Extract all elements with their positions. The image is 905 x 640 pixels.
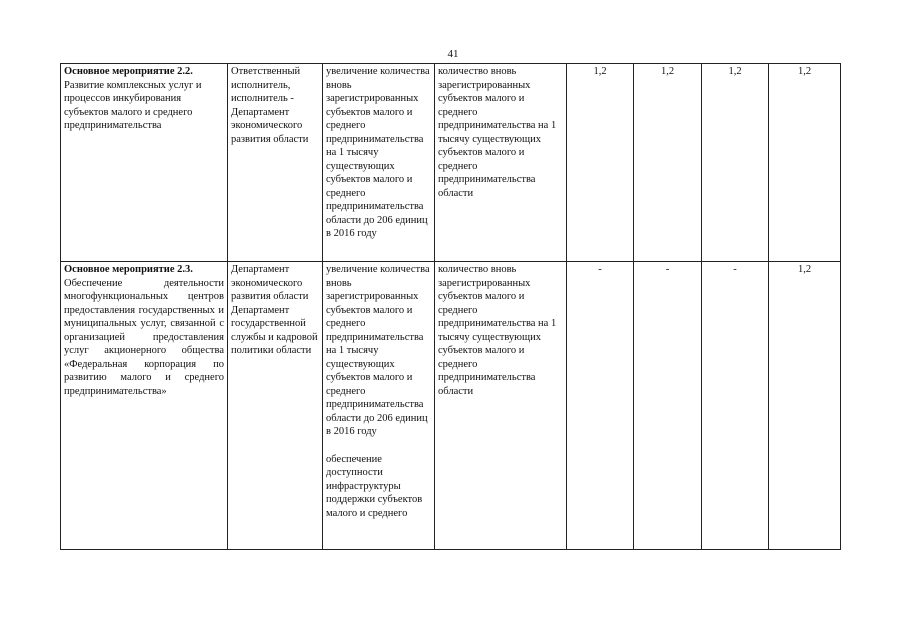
indicator-cell: количество вновь зарегистрированных субъектов малого и среднего предпринимательства на 1 тысячу существующих субъектов малого и среднего предпринимательства области <box>435 64 567 262</box>
event-description: Обеспечение деятельности многофункциональных центров предоставления государственных и муниципальных услуг, связанной с организацией предоставления услуг акционерного общества «Федеральная корпорация по развитию малого и среднего предпринимательства» <box>64 277 224 397</box>
event-title: Основное мероприятие 2.3. <box>64 264 193 275</box>
expected-result-text: увеличение количества вновь зарегистрированных субъектов малого и среднего предпринимательства на 1 тысячу существующих субъектов малого и среднего предпринимательства области до 206 единиц в 2016 году <box>326 264 430 437</box>
expected-result-text-2: обеспечение доступности инфраструктуры поддержки субъектов малого и среднего <box>326 453 423 519</box>
value-cell: - <box>567 262 634 550</box>
value-cell: 1,2 <box>702 64 769 262</box>
value-cell: 1,2 <box>769 262 841 550</box>
value-cell: - <box>634 262 702 550</box>
executor-cell: Ответственный исполнитель, исполнитель - Департамент экономического развития области <box>228 64 323 262</box>
program-table <box>60 63 841 550</box>
value-cell: 1,2 <box>567 64 634 262</box>
table-row <box>61 64 841 262</box>
indicator-cell: количество вновь зарегистрированных субъектов малого и среднего предпринимательства на 1 тысячу существующих субъектов малого и среднего предпринимательства области <box>435 262 567 550</box>
event-title: Основное мероприятие 2.2. <box>64 66 193 77</box>
value-cell: - <box>702 262 769 550</box>
page-number: 41 <box>447 48 459 60</box>
value-cell: 1,2 <box>634 64 702 262</box>
event-cell <box>61 262 228 550</box>
expected-result-cell <box>323 64 435 262</box>
expected-result-cell <box>323 262 435 550</box>
event-cell <box>61 64 228 262</box>
executor-cell: Департамент экономического развития области Департамент государственной службы и кадровой политики области <box>228 262 323 550</box>
event-description: Развитие комплексных услуг и процессов инкубирования субъектов малого и среднего предпринимательства <box>64 79 202 131</box>
expected-result-text: увеличение количества вновь зарегистрированных субъектов малого и среднего предпринимательства на 1 тысячу существующих субъектов малого и среднего предпринимательства области до 206 единиц в 2016 году <box>326 66 430 239</box>
table-row <box>61 262 841 550</box>
value-cell: 1,2 <box>769 64 841 262</box>
